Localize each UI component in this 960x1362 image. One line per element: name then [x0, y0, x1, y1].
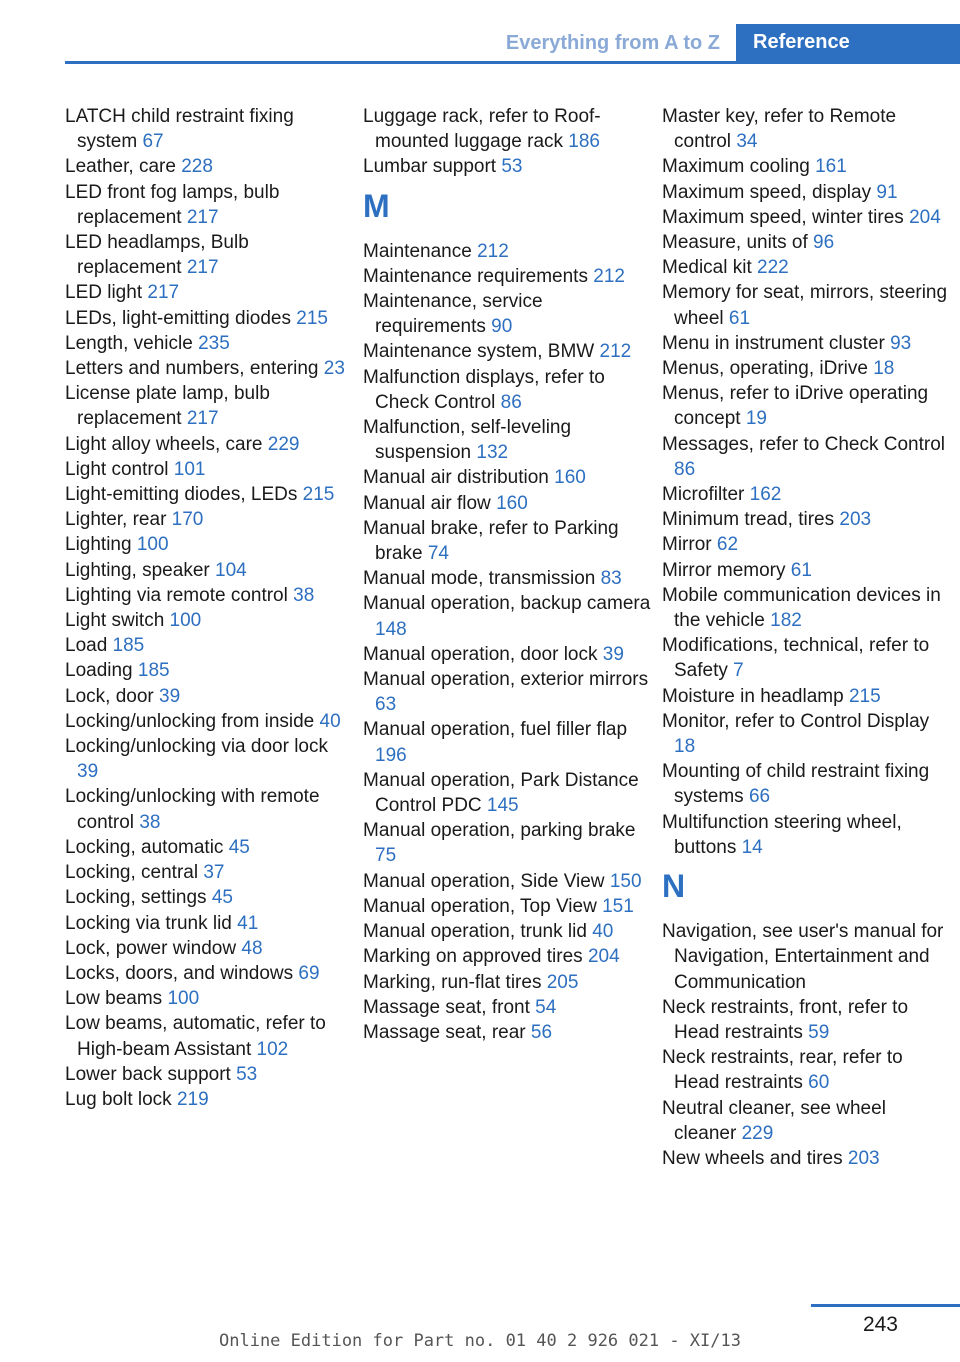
index-entry	[363, 339, 651, 364]
index-entry	[363, 667, 651, 717]
page-link[interactable]: 215	[296, 307, 328, 329]
index-entry	[65, 633, 353, 658]
index-entry	[363, 768, 651, 818]
index-entry-text: Lug bolt lock	[65, 1088, 177, 1110]
page-link[interactable]: 38	[293, 584, 315, 606]
index-entry-text: License plate lamp, bulb replacement	[65, 383, 270, 430]
page-link[interactable]: 90	[491, 316, 513, 338]
page-link[interactable]: 162	[749, 484, 782, 506]
header-section-title: Everything from A to Z	[505, 32, 720, 54]
index-entry	[662, 919, 950, 995]
index-entry	[65, 457, 353, 482]
index-entry	[65, 180, 353, 230]
index-entry-text: Massage seat, rear	[363, 1021, 531, 1043]
page-link[interactable]: 96	[813, 232, 835, 254]
page-link[interactable]: 74	[427, 543, 449, 565]
page-link[interactable]: 86	[500, 391, 522, 413]
page-link[interactable]: 217	[186, 408, 219, 430]
index-entry-text: Locking, automatic	[65, 836, 229, 858]
index-entry	[65, 381, 353, 431]
page-link[interactable]: 61	[728, 307, 751, 329]
index-entry	[662, 759, 950, 809]
index-entry-text: Menus, operating, iDrive	[662, 358, 874, 380]
index-entry-text: Manual operation, Park Distance Control PDC	[363, 769, 639, 817]
index-entry	[662, 507, 950, 532]
page-link[interactable]: 60	[808, 1072, 830, 1094]
page-link[interactable]: 161	[815, 156, 847, 178]
page-link[interactable]: 45	[211, 887, 233, 909]
index-entry-text: Lock, door	[65, 685, 159, 707]
page-link[interactable]: 222	[757, 257, 789, 279]
index-entry-text: Length, vehicle	[65, 332, 199, 354]
index-entry-text: Maintenance	[363, 240, 478, 262]
index-entry	[65, 230, 353, 280]
index-entry-text: Locking, settings	[65, 887, 212, 909]
index-entry-text: Mobile communication devices in the vehicle	[662, 584, 941, 632]
index-entry	[662, 104, 950, 154]
index-entry-text: Lock, power window	[65, 937, 242, 959]
index-entry-text: Menus, refer to iDrive operating concept	[662, 383, 929, 430]
index-entry	[65, 507, 353, 532]
index-entry-text: Low beams	[65, 988, 168, 1010]
index-entry-text: Locking, central	[65, 862, 204, 884]
index-entry-text: Locking/unlocking from inside	[65, 710, 320, 732]
page-link[interactable]: 37	[203, 862, 225, 884]
page-link[interactable]: 69	[298, 962, 320, 984]
index-entry-text: Medical kit	[662, 257, 758, 279]
page-link[interactable]: 205	[546, 971, 579, 993]
page-link[interactable]: 59	[808, 1021, 830, 1043]
page-link[interactable]: 228	[181, 156, 213, 178]
index-entry-text: Marking, run-flat tires	[363, 971, 547, 993]
page-link[interactable]: 101	[173, 458, 206, 480]
page-link[interactable]: 217	[186, 206, 219, 228]
page-link[interactable]: 34	[736, 131, 758, 153]
footer-divider	[811, 1304, 960, 1307]
index-entry-text: Locking/unlocking via door lock	[65, 736, 328, 758]
page-link[interactable]: 66	[748, 786, 771, 808]
index-entry	[363, 995, 651, 1020]
page-link[interactable]: 19	[745, 408, 767, 430]
index-entry	[662, 558, 950, 583]
index-entry-text: Neck restraints, rear, refer to Head restraints	[662, 1047, 903, 1094]
index-entry-text: Leather, care	[65, 156, 182, 178]
index-entry-text: Microfilter	[662, 484, 750, 506]
page-link[interactable]: 235	[198, 332, 230, 354]
page-link[interactable]: 93	[890, 332, 912, 354]
index-entry-text: LEDs, light-emitting diodes	[65, 307, 297, 329]
page-link[interactable]: 62	[716, 534, 739, 556]
page-link[interactable]: 185	[112, 635, 145, 657]
index-entry	[662, 684, 950, 709]
index-entry-text: LATCH child restraint fixing system	[65, 106, 294, 153]
index-entry	[662, 230, 950, 255]
index-entry	[363, 491, 651, 516]
index-entry	[65, 154, 353, 179]
index-entry-text: Navigation, see user's manual for Navigation, Entertainment and Communication	[662, 921, 944, 993]
page-link[interactable]: 182	[770, 610, 802, 632]
page-link[interactable]: 160	[496, 492, 528, 514]
index-entry	[363, 365, 651, 415]
page-link[interactable]: 53	[501, 156, 523, 178]
index-entry-text: Lower back support	[65, 1063, 237, 1085]
page-link[interactable]: 185	[137, 660, 170, 682]
index-entry	[363, 289, 651, 339]
index-entry	[65, 432, 353, 457]
page-link[interactable]: 86	[674, 458, 696, 480]
index-entry-text: Neutral cleaner, see wheel cleaner	[662, 1097, 886, 1144]
page-link[interactable]: 150	[609, 870, 642, 892]
index-entry	[662, 995, 950, 1045]
index-entry	[363, 465, 651, 490]
page-link[interactable]: 217	[186, 257, 219, 279]
page-link[interactable]: 186	[568, 131, 600, 153]
index-entry	[65, 482, 353, 507]
index-entry-text: Light switch	[65, 610, 170, 632]
page-link[interactable]: 63	[375, 694, 397, 716]
page-link[interactable]: 196	[375, 744, 407, 766]
index-entry	[65, 583, 353, 608]
page-link[interactable]: 102	[256, 1038, 289, 1060]
index-entry-text: Maintenance, service requirements	[363, 291, 543, 338]
page-link[interactable]: 215	[302, 484, 335, 506]
index-entry-text: Low beams, automatic, refer to High-beam Assistant	[65, 1013, 326, 1060]
index-entry	[363, 415, 651, 465]
page-link[interactable]: 67	[142, 131, 164, 153]
index-entry-text: Letters and numbers, entering	[65, 358, 324, 380]
index-entry	[363, 104, 651, 154]
index-entry	[65, 532, 353, 557]
page-link[interactable]: 48	[241, 937, 263, 959]
index-entry	[662, 583, 950, 633]
index-entry	[662, 810, 950, 860]
page-link[interactable]: 53	[236, 1063, 258, 1085]
page-link[interactable]: 204	[909, 206, 941, 228]
index-entry	[662, 633, 950, 683]
index-entry	[65, 356, 353, 381]
index-entry	[65, 961, 353, 986]
index-entry-text: Locks, doors, and windows	[65, 962, 299, 984]
index-entry	[65, 734, 353, 784]
index-entry	[662, 532, 950, 557]
index-entry-text: Malfunction displays, refer to Check Control	[363, 366, 605, 413]
index-entry	[363, 239, 651, 264]
index-entry-text: Messages, refer to Check Control	[662, 433, 946, 455]
index-entry	[65, 684, 353, 709]
index-entry-text: Locking/unlocking with remote control	[65, 786, 320, 833]
page-link[interactable]: 204	[587, 946, 620, 968]
page-link[interactable]: 41	[237, 912, 259, 934]
index-entry-text: Manual operation, trunk lid	[363, 921, 593, 943]
page-link[interactable]: 170	[171, 509, 204, 531]
index-entry	[662, 154, 950, 179]
index-entry	[65, 558, 353, 583]
index-entry	[65, 860, 353, 885]
index-entry-text: Mirror	[662, 534, 717, 556]
index-column-1	[65, 104, 353, 1112]
index-entry	[363, 818, 651, 868]
page-link[interactable]: 100	[167, 988, 200, 1010]
index-entry-text: Master key, refer to Remote control	[662, 106, 897, 153]
index-entry	[65, 104, 353, 154]
index-entry-text: Light-emitting diodes, LEDs	[65, 484, 303, 506]
index-entry	[662, 280, 950, 330]
page-link[interactable]: 212	[599, 341, 632, 363]
page-link[interactable]: 75	[375, 845, 397, 867]
page-link[interactable]: 91	[876, 181, 898, 203]
page-link[interactable]: 39	[602, 643, 624, 665]
page-link[interactable]: 104	[215, 559, 247, 581]
page-link[interactable]: 61	[790, 559, 812, 581]
page-link[interactable]: 203	[847, 1147, 880, 1169]
index-entry	[65, 784, 353, 834]
index-entry	[363, 566, 651, 591]
index-entry	[65, 280, 353, 305]
index-entry	[65, 306, 353, 331]
index-entry-text: Mounting of child restraint fixing systems	[662, 761, 930, 808]
index-entry-text: Menu in instrument cluster	[662, 332, 891, 354]
index-entry	[662, 709, 950, 759]
index-entry-text: Manual air distribution	[363, 467, 555, 489]
index-entry	[662, 1045, 950, 1095]
page-link[interactable]: 217	[147, 282, 180, 304]
page-link[interactable]: 229	[741, 1122, 774, 1144]
page-link[interactable]: 7	[733, 660, 744, 682]
page-link[interactable]: 148	[375, 618, 407, 640]
index-entry	[65, 709, 353, 734]
index-entry-text: Lighting via remote control	[65, 584, 294, 606]
index-entry	[662, 255, 950, 280]
index-entry-text: LED front fog lamps, bulb replacement	[65, 181, 280, 228]
index-entry	[662, 1096, 950, 1146]
page-link[interactable]: 18	[674, 736, 696, 758]
index-entry-text: Measure, units of	[662, 232, 814, 254]
index-entry-text: Minimum tread, tires	[662, 509, 840, 531]
index-entry-text: New wheels and tires	[662, 1147, 848, 1169]
page-link[interactable]: 38	[139, 811, 161, 833]
index-entry	[65, 835, 353, 860]
index-entry-text: Lighting, speaker	[65, 559, 215, 581]
index-entry-text: Manual operation, door lock	[363, 643, 603, 665]
index-entry-text: LED headlamps, Bulb replacement	[65, 232, 249, 279]
index-entry-text: Memory for seat, mirrors, steering wheel	[662, 282, 948, 329]
index-entry-text: Maintenance system, BMW	[363, 341, 600, 363]
index-entry-text: Light control	[65, 458, 174, 480]
header-divider	[65, 61, 960, 64]
index-entry-text: Mirror memory	[662, 559, 791, 581]
index-entry	[65, 911, 353, 936]
index-entry-text: Lumbar support	[363, 156, 502, 178]
index-entry-text: Multifunction steering wheel, buttons	[662, 811, 902, 858]
index-entry	[363, 516, 651, 566]
section-letter: M	[363, 187, 390, 224]
index-entry-text: Loading	[65, 660, 138, 682]
page-link[interactable]: 219	[176, 1088, 209, 1110]
index-entry-text: Manual brake, refer to Parking brake	[363, 517, 619, 565]
index-entry-text: Malfunction, self-leveling suspension	[363, 417, 572, 464]
index-entry	[662, 482, 950, 507]
index-entry-text: Manual operation, Top View	[363, 895, 603, 917]
page-link[interactable]: 83	[600, 568, 622, 590]
index-entry	[65, 331, 353, 356]
index-entry-text: Massage seat, front	[363, 996, 536, 1018]
index-entry	[662, 1146, 950, 1171]
index-entry	[662, 180, 950, 205]
index-entry	[363, 717, 651, 767]
page-link[interactable]: 203	[839, 509, 872, 531]
index-entry	[65, 986, 353, 1011]
index-entry	[363, 154, 651, 179]
index-entry	[363, 970, 651, 995]
index-entry-text: Lighting	[65, 534, 137, 556]
index-entry-text: Maximum speed, winter tires	[662, 206, 910, 228]
index-entry-text: Load	[65, 635, 113, 657]
page-link[interactable]: 215	[848, 685, 881, 707]
index-entry	[363, 642, 651, 667]
page-link[interactable]: 56	[530, 1021, 553, 1043]
index-entry-text: Lighter, rear	[65, 509, 172, 531]
index-entry-text: Marking on approved tires	[363, 946, 588, 968]
edition-footer: Online Edition for Part no. 01 40 2 926 021 - XI/13	[219, 1331, 741, 1351]
index-entry-text: LED light	[65, 282, 148, 304]
page-link[interactable]: 212	[593, 265, 625, 287]
index-entry	[662, 205, 950, 230]
page-link[interactable]: 45	[228, 836, 250, 858]
header-reference-tab[interactable]: Reference	[736, 24, 960, 61]
index-entry	[65, 936, 353, 961]
index-entry	[662, 381, 950, 431]
page-link[interactable]: 39	[77, 761, 99, 783]
page-link[interactable]: 23	[323, 358, 345, 380]
page-link[interactable]: 39	[159, 685, 181, 707]
index-entry	[363, 944, 651, 969]
page-link[interactable]: 40	[592, 921, 614, 943]
index-entry	[662, 432, 950, 482]
index-entry	[65, 1011, 353, 1061]
index-entry-text: Manual mode, transmission	[363, 568, 601, 590]
index-entry-text: Monitor, refer to Control Display	[662, 710, 930, 732]
page-link[interactable]: 54	[535, 996, 557, 1018]
index-entry-text: Manual operation, parking brake	[363, 820, 636, 842]
page-link[interactable]: 132	[476, 442, 509, 464]
page-link[interactable]: 145	[486, 795, 519, 817]
page-link[interactable]: 14	[741, 836, 763, 858]
page-link[interactable]: 160	[554, 467, 586, 489]
index-entry	[363, 591, 651, 641]
page-link[interactable]: 212	[477, 240, 509, 262]
page-link[interactable]: 100	[136, 534, 169, 556]
index-entry-text: Neck restraints, front, refer to Head restraints	[662, 996, 909, 1043]
index-entry	[363, 869, 651, 894]
page-link[interactable]: 229	[267, 433, 300, 455]
index-entry	[65, 608, 353, 633]
page-number: 243	[862, 1313, 898, 1336]
index-entry-text: Manual operation, exterior mirrors	[363, 669, 649, 691]
index-entry	[65, 1062, 353, 1087]
page-link[interactable]: 151	[602, 895, 634, 917]
index-entry	[363, 264, 651, 289]
index-entry-text: Manual air flow	[363, 492, 497, 514]
index-entry-text: Manual operation, fuel filler flap	[363, 719, 628, 741]
page-link[interactable]: 18	[873, 358, 895, 380]
index-entry-text: Modifications, technical, refer to Safety	[662, 635, 930, 682]
index-entry	[363, 1020, 651, 1045]
index-entry-text: Locking via trunk lid	[65, 912, 238, 934]
index-column-2	[363, 104, 651, 1045]
index-entry	[65, 1087, 353, 1112]
index-entry	[363, 894, 651, 919]
section-letter: N	[662, 868, 686, 905]
index-entry-text: Moisture in headlamp	[662, 685, 849, 707]
index-entry	[662, 356, 950, 381]
index-entry-text: Manual operation, Side View	[363, 870, 610, 892]
page-link[interactable]: 100	[169, 610, 202, 632]
index-entry-text: Luggage rack, refer to Roof-mounted luggage rack	[363, 106, 601, 153]
index-entry	[363, 919, 651, 944]
index-entry-text: Maximum cooling	[662, 156, 816, 178]
index-entry-text: Light alloy wheels, care	[65, 433, 268, 455]
index-entry-text: Manual operation, backup camera	[363, 593, 651, 615]
index-entry	[65, 658, 353, 683]
index-entry	[662, 331, 950, 356]
index-entry-text: Maintenance requirements	[363, 265, 594, 287]
index-entry-text: Maximum speed, display	[662, 181, 877, 203]
page-link[interactable]: 40	[319, 710, 341, 732]
index-column-3	[662, 104, 950, 1171]
index-entry	[65, 885, 353, 910]
